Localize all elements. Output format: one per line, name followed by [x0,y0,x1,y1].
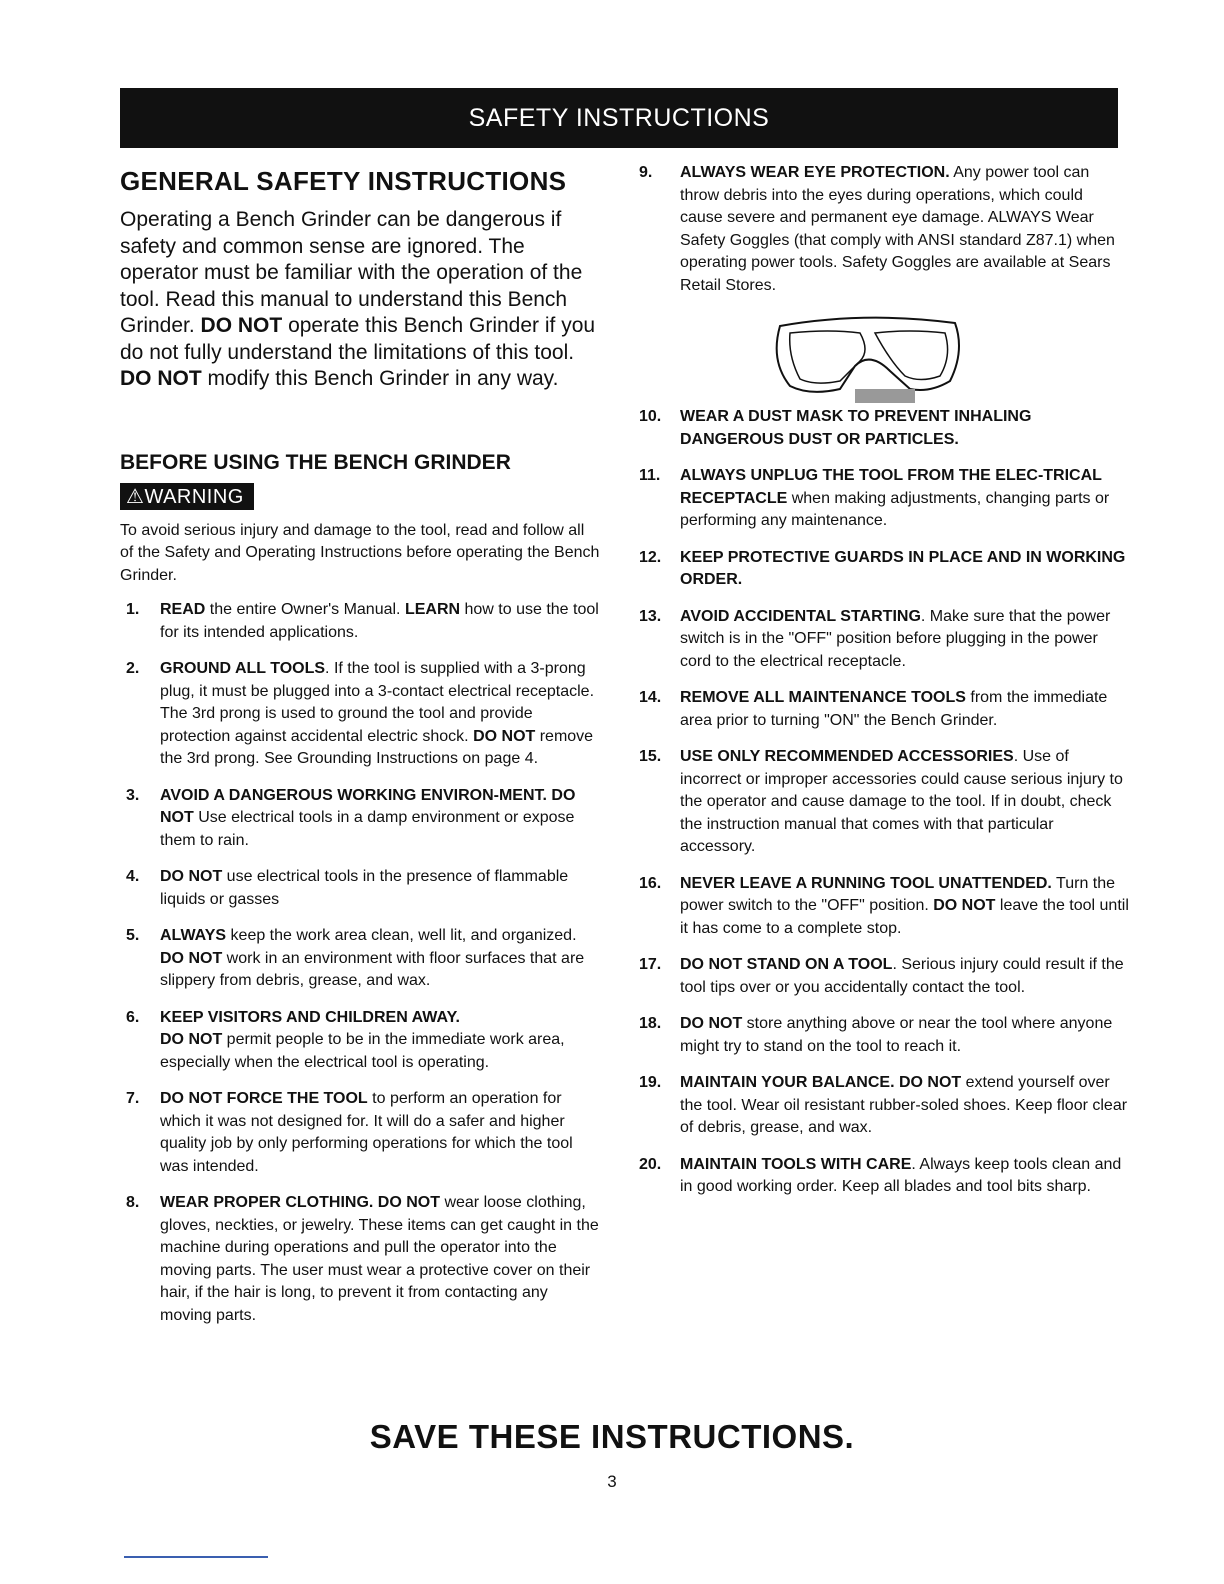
item-number: 19. [639,1074,662,1091]
item-number: 2. [126,660,140,677]
before-heading: BEFORE USING THE BENCH GRINDER [120,450,511,474]
safety-item: 2. GROUND ALL TOOLS. If the tool is supplied with a 3-prong plug, it must be plugged into a 3-contact electrical receptacle. The 3rd prong is used to ground the tool and provide protection against accidental electric shock. DO NOT remove the 3rd prong. See Grounding Instructions on page 4. [126,660,595,767]
safety-item: 4. DO NOT use electrical tools in the presence of flammable liquids or gasses [126,868,569,908]
item-number: 6. [126,1008,140,1026]
item-number: 10. [639,408,662,425]
safety-item: 6. KEEP VISITORS AND CHILDREN AWAY. DO NOT permit people to be in the immediate work area, especially when the electrical tool is operating. [126,1008,565,1071]
item-number: 17. [639,956,662,973]
general-intro: Operating a Bench Grinder can be dangerous if safety and common sense are ignored. The operator must be familiar with the operation of the tool. Read this manual to understand this Bench Grinder. DO NOT operate this Bench Grinder if you do not fully understand the limitations of this tool. DO NOT modify this Bench Grinder in any way. [120,208,596,390]
footer-line [124,1556,268,1558]
safety-item: 3. AVOID A DANGEROUS WORKING ENVIRON-MENT. DO NOT Use electrical tools in a damp environment or expose them to rain. [126,786,576,849]
warning-label: ⚠WARNING [120,483,254,510]
safety-item: 9. ALWAYS WEAR EYE PROTECTION. Any power tool can throw debris into the eyes during operations, which could cause severe and permanent eye damage. ALWAYS Wear Safety Goggles (that comply with ANSI standard Z87.1) when operating power tools. Safety Goggles are available at Sears Retail Stores. [639,164,1115,294]
item-number: 13. [639,607,662,625]
item-number: 12. [639,548,662,566]
safety-item: 13. AVOID ACCIDENTAL STARTING. Make sure that the power switch is in the "OFF" position before plugging in the power cord to the electrical receptacle. [639,607,1111,670]
general-heading: GENERAL SAFETY INSTRUCTIONS [120,166,567,196]
safety-item: 15. USE ONLY RECOMMENDED ACCESSORIES. Use of incorrect or improper accessories could cause serious injury to the operator and cause damage to the tool. If in doubt, check the instruction manual that comes with that particular accessory. [639,748,1123,855]
left-column [120,162,600,1341]
item-number: 9. [639,164,653,181]
item-number: 20. [639,1155,662,1173]
safety-item: 5. ALWAYS keep the work area clean, well lit, and organized. DO NOT work in an environment with floor surfaces that are slippery from debris, grease, and wax. [126,927,585,989]
warning-text: To avoid serious injury and damage to the tool, read and follow all of the Safety and Operating Instructions before operating the Bench Grinder. [120,521,600,584]
item-number: 8. [126,1194,140,1211]
save-instructions: SAVE THESE INSTRUCTIONS. [369,1418,855,1455]
safety-item: 12. KEEP PROTECTIVE GUARDS IN PLACE AND IN WORKING ORDER. [639,548,1126,588]
safety-item: 11. ALWAYS UNPLUG THE TOOL FROM THE ELEC-TRICAL RECEPTACLE when making adjustments, changing parts or performing any maintenance. [639,467,1110,529]
safety-item: 8. WEAR PROPER CLOTHING. DO NOT wear loose clothing, gloves, neckties, or jewelry. These items can get caught in the machine during operations and pull the operator into the moving parts. The user must wear a protective cover on their hair, if the hair is long, to prevent it from contacting any moving parts. [126,1194,599,1324]
safety-item: 1. READ the entire Owner's Manual. LEARN how to use the tool for its intended applications. [126,601,599,641]
safety-item: 10. WEAR A DUST MASK TO PREVENT INHALING DANGEROUS DUST OR PARTICLES. [639,408,1032,448]
item-number: 5. [126,927,140,944]
page-number: 3 [607,1472,617,1491]
right-item-list [640,162,1130,1199]
safety-item: 16. NEVER LEAVE A RUNNING TOOL UNATTENDED. Turn the power switch to the "OFF" position. DO NOT leave the tool until it has come to a complete stop. [639,874,1129,937]
safety-item: 18. DO NOT store anything above or near the tool where anyone might try to stand on the tool to reach it. [639,1015,1113,1055]
safety-item: 14. REMOVE ALL MAINTENANCE TOOLS from the immediate area prior to turning "ON" the Bench Grinder. [639,689,1108,729]
item-number: 18. [639,1015,662,1032]
safety-goggles-icon [760,311,970,406]
right-column [640,162,1130,1213]
safety-item: 7. DO NOT FORCE THE TOOL to perform an operation for which it was not designed for. It will do a safer and higher quality job by only performing operations for which the tool was intended. [126,1090,573,1175]
item-number: 1. [126,601,140,618]
item-number: 3. [126,786,140,804]
item-number: 11. [639,467,661,484]
item-number: 7. [126,1090,140,1107]
section-banner: SAFETY INSTRUCTIONS [120,88,1118,148]
left-item-list [120,599,600,1327]
warning-triangle-icon: ⚠ [126,485,145,508]
item-number: 15. [639,748,662,765]
item-number: 14. [639,689,662,706]
item-number: 16. [639,874,662,892]
item-number: 4. [126,868,140,885]
safety-item: 17. DO NOT STAND ON A TOOL. Serious injury could result if the tool tips over or you accidentally contact the tool. [639,956,1124,996]
safety-item: 19. MAINTAIN YOUR BALANCE. DO NOT extend yourself over the tool. Wear oil resistant rubber-soled shoes. Keep floor clear of debris, grease, and wax. [639,1074,1128,1136]
safety-item: 20. MAINTAIN TOOLS WITH CARE. Always keep tools clean and in good working order. Keep all blades and tool bits sharp. [639,1155,1122,1195]
